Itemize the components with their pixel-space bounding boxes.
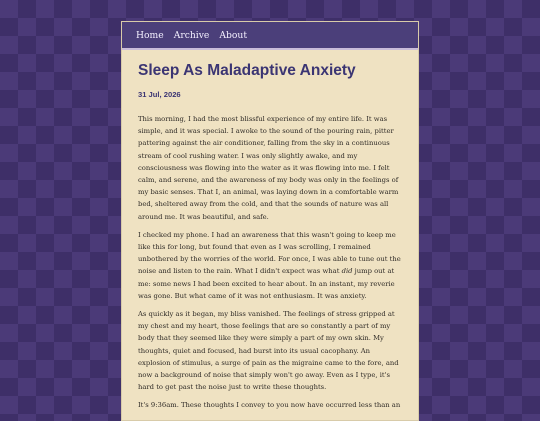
nav-home-link[interactable]: Home [136, 29, 164, 41]
post-date: 31 Jul, 2026 [138, 90, 181, 99]
paragraph-2-emphasis: did [341, 267, 353, 276]
post-title: Sleep As Maladaptive Anxiety [138, 62, 356, 79]
paragraph-4: It's 9:36am. These thoughts I convey to you now have occurred less than an [138, 401, 401, 410]
top-nav [122, 22, 418, 50]
nav-archive-link[interactable]: Archive [173, 29, 210, 41]
paragraph-3: As quickly as it began, my bliss vanished. The feelings of stress gripped at my chest and my heart, those feelings that are so constantly a part of my body that they seemed like they were simply a part of my own skin. My thoughts, quiet and focused, had burst into its usual cacophany. An explosion of stimulus, a surge of pain as the migraine came to the fore, and now a background of noise that simply won't go away. Even as I type, it's hard to get past the noise just to write these thoughts. [138, 310, 399, 392]
post-body [138, 113, 403, 412]
page-container [121, 21, 419, 421]
paragraph-1: This morning, I had the most blissful experience of my entire life. It was simple, and it was special. I awoke to the sound of the pouring rain, pitter pattering against the air conditioner, falling from the sky in a continuous stream of cool rushing water. I was only slightly awake, and my consciousness was flowing into the water as it was flowing into me. I felt calm, and serene, and the awareness of my body was only in the feelings of my basic senses. That I, an animal, was laying down in a comfortable warm bed, sheltered away from the cold, and that the sounds of nature was all around me. It was beautiful, and safe. [138, 115, 399, 221]
paragraph-2-text-a: I checked my phone. I had an awareness that this wasn't going to keep me like this for long, but found that even as I was scrolling, I remained unbothered by the worries of the world. For once, I was able to tune out the noise and listen to the rain. What I didn't expect was what [138, 230, 401, 276]
paragraph-2 [138, 229, 403, 302]
nav-about-link[interactable]: About [219, 29, 248, 41]
paragraph-2-text-b: jump out at me: some news I had been excited to hear about. In an instant, my reverie was gone. But what came of it was not enthusiasm. It was anxiety. [138, 267, 395, 300]
post-content [122, 50, 418, 412]
